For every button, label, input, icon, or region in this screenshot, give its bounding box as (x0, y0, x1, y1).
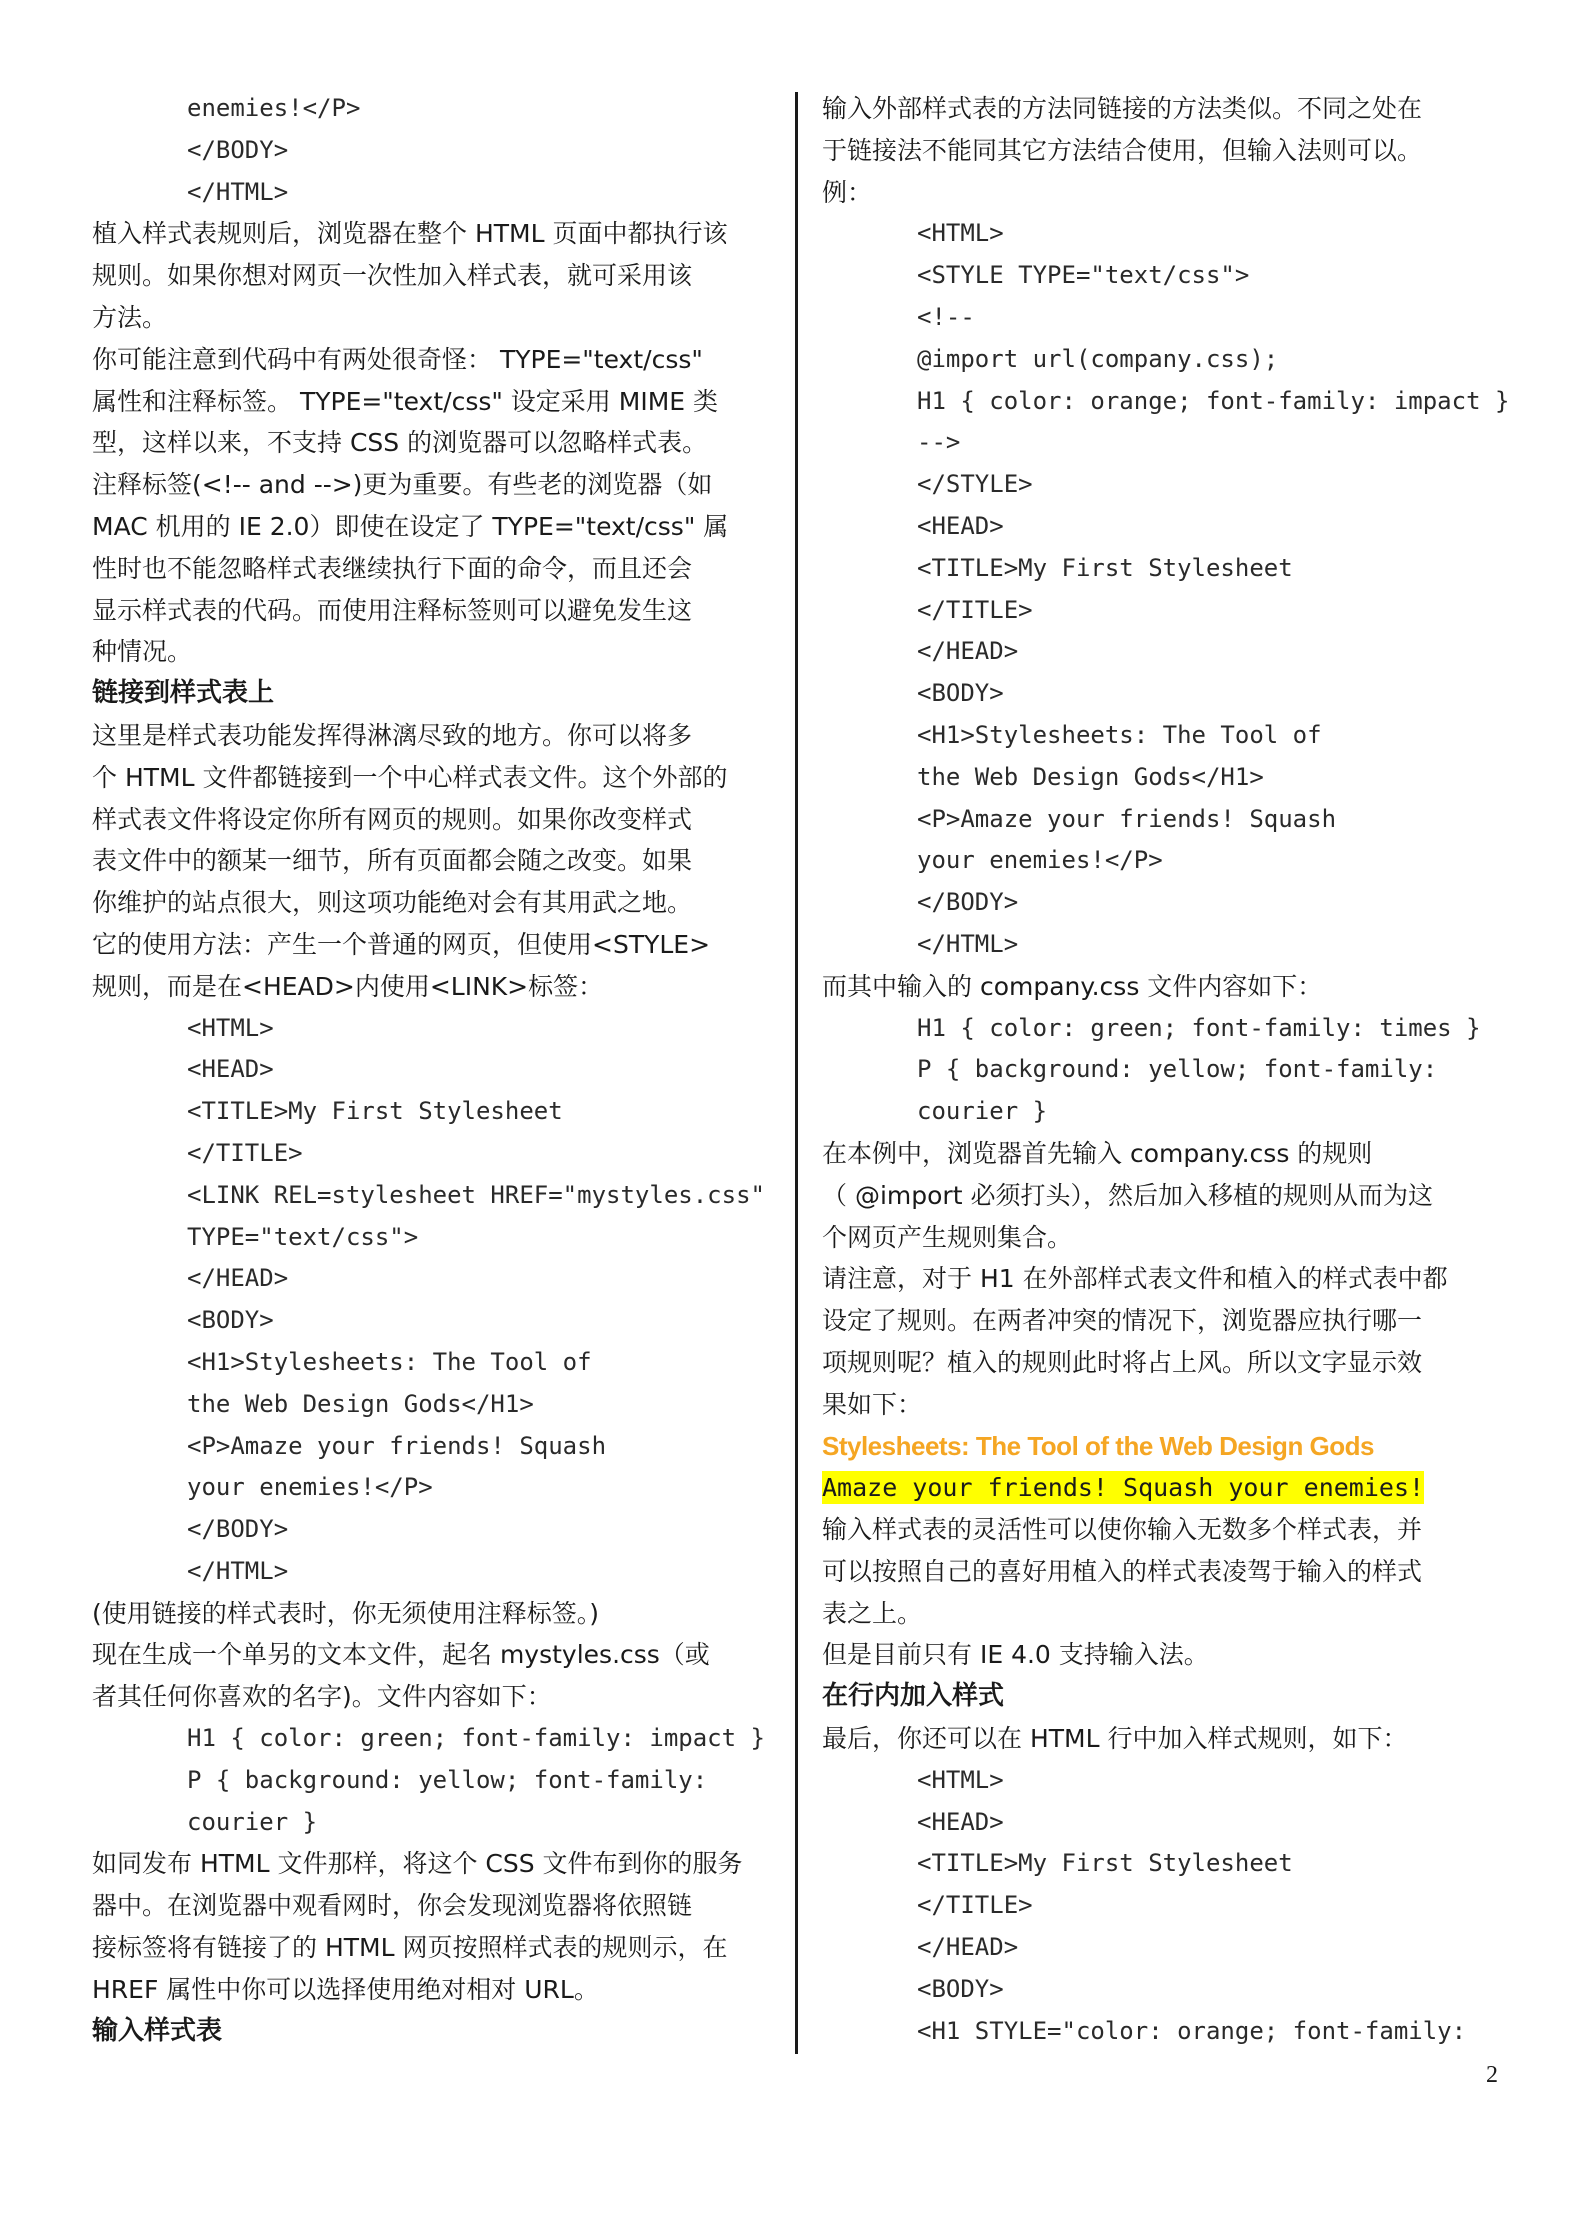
text-line: 样式表文件将设定你所有网页的规则。如果你改变样式 (92, 804, 693, 834)
section-heading: 在行内加入样式 (822, 1681, 1005, 1712)
code-line: H1 { color: orange; font-family: impact } (917, 386, 1510, 415)
text-line: 你可能注意到代码中有两处很奇怪： TYPE="text/css" (92, 344, 703, 374)
text-line: 接标签将有链接了的 HTML 网页按照样式表的规则示，在 (92, 1933, 728, 1963)
code-line: <HEAD> (917, 1807, 1004, 1836)
code-line: </HTML> (187, 177, 289, 206)
text-line: HREF 属性中你可以选择使用绝对相对 URL。 (92, 1974, 599, 2004)
code-line: <BODY> (187, 1306, 274, 1335)
text-line: 表之上。 (822, 1598, 923, 1628)
code-line: </HEAD> (187, 1264, 289, 1293)
code-line: </TITLE> (187, 1138, 303, 1167)
code-line: <TITLE>My First Stylesheet (187, 1097, 563, 1126)
code-line: <!-- (917, 302, 975, 331)
code-line: <TITLE>My First Stylesheet (917, 553, 1293, 582)
text-line: 现在生成一个单另的文本文件，起名 mystyles.css（或 (92, 1640, 710, 1670)
code-line: P { background: yellow; font-family: (917, 1055, 1438, 1084)
text-line: （ @import 必须打头），然后加入移植的规则从而为这 (822, 1180, 1433, 1210)
text-line: 果如下： (822, 1389, 923, 1419)
text-line: 你维护的站点很大，则这项功能绝对会有其用武之地。 (92, 888, 693, 918)
text-line: 属性和注释标签。 TYPE="text/css" 设定采用 MIME 类 (92, 386, 719, 416)
code-line: </STYLE> (917, 470, 1033, 499)
code-line: <HEAD> (187, 1055, 274, 1084)
text-line: 它的使用方法：产生一个普通的网页，但使用<STYLE> (92, 929, 711, 959)
demo-highlight: Amaze your friends! Squash your enemies! (822, 1473, 1425, 1503)
demo-heading: Stylesheets: The Tool of the Web Design Gods (822, 1430, 1374, 1461)
code-line: enemies!</P> (187, 94, 361, 122)
text-line: 方法。 (92, 302, 168, 332)
code-line: </HTML> (917, 929, 1019, 958)
code-line: TYPE="text/css"> (187, 1222, 419, 1251)
code-line: the Web Design Gods</H1> (917, 762, 1264, 791)
text-line: 植入样式表规则后，浏览器在整个 HTML 页面中都执行该 (92, 219, 728, 249)
text-line: 个 HTML 文件都链接到一个中心样式表文件。这个外部的 (92, 762, 728, 792)
code-line: <HTML> (917, 219, 1004, 248)
text-line: 请注意，对于 H1 在外部样式表文件和植入的样式表中都 (822, 1264, 1448, 1294)
text-line: 显示样式表的代码。而使用注释标签则可以避免发生这 (92, 595, 693, 625)
text-line: 而其中输入的 company.css 文件内容如下： (822, 971, 1323, 1001)
text-line: 设定了规则。在两者冲突的情况下，浏览器应执行哪一 (822, 1306, 1423, 1336)
section-heading: 链接到样式表上 (92, 678, 275, 709)
text-line: 在本例中，浏览器首先输入 company.css 的规则 (822, 1138, 1373, 1168)
text-line: 但是目前只有 IE 4.0 支持输入法。 (822, 1640, 1209, 1670)
code-line: courier } (187, 1807, 318, 1836)
code-line: <H1 STYLE="color: orange; font-family: (917, 2016, 1467, 2045)
code-line: </HEAD> (917, 1933, 1019, 1962)
code-line: <HTML> (187, 1013, 274, 1042)
text-line: 种情况。 (92, 637, 193, 667)
code-line: <HTML> (917, 1765, 1004, 1794)
code-line: <P>Amaze your friends! Squash (187, 1431, 607, 1460)
text-line: 最后，你还可以在 HTML 行中加入样式规则，如下： (822, 1724, 1408, 1754)
code-line: <BODY> (917, 1974, 1004, 2003)
section-heading: 输入样式表 (92, 2015, 223, 2046)
text-line: 注释标签(<!-- and -->)更为重要。有些老的浏览器（如 (92, 470, 713, 500)
code-line: </TITLE> (917, 595, 1033, 624)
code-line: your enemies!</P> (917, 846, 1163, 875)
code-line: H1 { color: green; font-family: impact } (187, 1724, 765, 1753)
code-line: --> (917, 428, 961, 457)
text-line: 个网页产生规则集合。 (822, 1222, 1073, 1252)
code-line: </BODY> (917, 888, 1019, 917)
code-line: P { background: yellow; font-family: (187, 1765, 708, 1794)
text-line: 如同发布 HTML 文件那样，将这个 CSS 文件布到你的服务 (92, 1849, 743, 1879)
code-line: courier } (917, 1097, 1048, 1126)
code-line: the Web Design Gods</H1> (187, 1389, 534, 1418)
code-line: <H1>Stylesheets: The Tool of (187, 1347, 592, 1376)
text-line: MAC 机用的 IE 2.0）即使在设定了 TYPE="text/css" 属 (92, 511, 729, 541)
text-line: 输入样式表的灵活性可以使你输入无数多个样式表，并 (822, 1515, 1423, 1545)
text-line: 项规则呢？植入的规则此时将占上风。所以文字显示效 (822, 1347, 1423, 1377)
text-line: 型，这样以来，不支持 CSS 的浏览器可以忽略样式表。 (92, 428, 708, 458)
code-line: <STYLE TYPE="text/css"> (917, 261, 1250, 290)
text-line: 于链接法不能同其它方法结合使用，但输入法则可以。 (822, 135, 1423, 165)
text-line: 规则，而是在<HEAD>内使用<LINK>标签： (92, 971, 604, 1001)
code-line: <TITLE>My First Stylesheet (917, 1849, 1293, 1878)
code-line: @import url(company.css); (917, 344, 1279, 373)
page-number: 2 (1486, 2062, 1498, 2088)
code-line: <LINK REL=stylesheet HREF="mystyles.css" (187, 1180, 765, 1209)
code-line: </BODY> (187, 1515, 289, 1544)
code-line: H1 { color: green; font-family: times } (917, 1013, 1481, 1042)
code-line: <P>Amaze your friends! Squash (917, 804, 1337, 833)
code-line: </HTML> (187, 1556, 289, 1585)
text-line: 例： (822, 177, 873, 207)
text-line: 这里是样式表功能发挥得淋漓尽致的地方。你可以将多 (92, 720, 693, 750)
text-line: 性时也不能忽略样式表继续执行下面的命令，而且还会 (92, 553, 693, 583)
left-column (92, 88, 782, 2052)
code-line: <HEAD> (917, 511, 1004, 540)
code-line: </TITLE> (917, 1891, 1033, 1920)
code-line: <BODY> (917, 679, 1004, 708)
code-line: </BODY> (187, 135, 289, 164)
text-line: 器中。在浏览器中观看网时，你会发现浏览器将依照链 (92, 1891, 693, 1921)
text-line: 者其任何你喜欢的名字)。文件内容如下： (92, 1682, 552, 1712)
code-line: your enemies!</P> (187, 1473, 433, 1502)
text-line: (使用链接的样式表时，你无须使用注释标签。) (92, 1598, 600, 1628)
text-line: 规则。如果你想对网页一次性加入样式表，就可采用该 (92, 261, 693, 291)
code-line: </HEAD> (917, 637, 1019, 666)
text-line: 输入外部样式表的方法同链接的方法类似。不同之处在 (822, 94, 1423, 123)
demo-paragraph (822, 1467, 1512, 1509)
right-column (822, 88, 1512, 2052)
code-line: <H1>Stylesheets: The Tool of (917, 720, 1322, 749)
text-line: 可以按照自己的喜好用植入的样式表凌驾于输入的样式 (822, 1556, 1423, 1586)
text-line: 表文件中的额某一细节，所有页面都会随之改变。如果 (92, 846, 693, 876)
column-divider (795, 92, 798, 2054)
